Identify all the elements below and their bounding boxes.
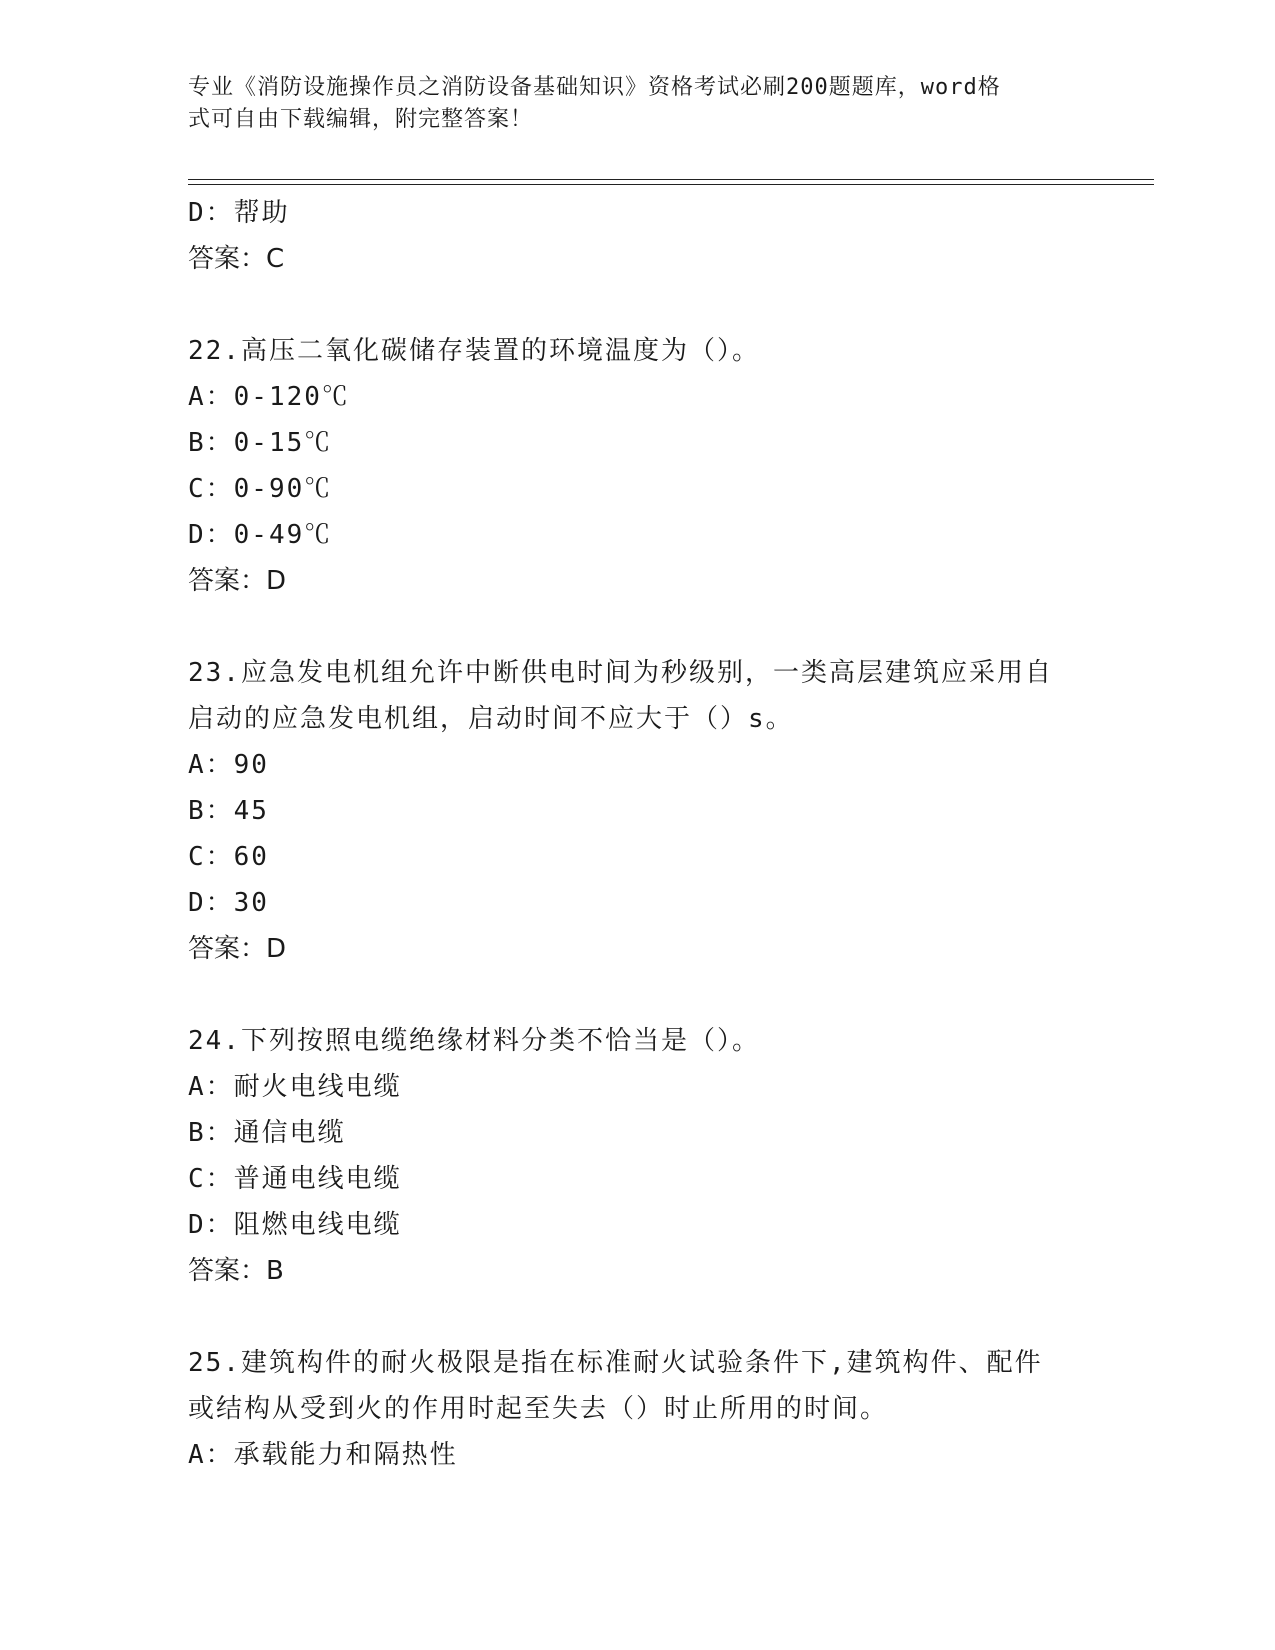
q24-stem: 24.下列按照电缆绝缘材料分类不恰当是（）。 bbox=[188, 1026, 760, 1056]
prev-option-d: D：帮助 bbox=[188, 198, 290, 228]
q24-option-a: A：耐火电线电缆 bbox=[188, 1072, 402, 1102]
prev-answer: 答案：C bbox=[188, 244, 285, 274]
q23-option-c: C：60 bbox=[188, 842, 269, 872]
header-rule-top bbox=[188, 179, 1154, 180]
q22-option-d: D：0-49℃ bbox=[188, 520, 333, 550]
q24-answer: 答案：B bbox=[188, 1256, 284, 1286]
q23-stem-line-1: 23.应急发电机组允许中断供电时间为秒级别，一类高层建筑应采用自 bbox=[188, 658, 1053, 688]
q25-option-a: A：承载能力和隔热性 bbox=[188, 1440, 458, 1470]
q23-answer: 答案：D bbox=[188, 934, 287, 964]
header-line-2: 式可自由下载编辑，附完整答案！ bbox=[188, 107, 534, 132]
question-list bbox=[188, 190, 1088, 1478]
spacer bbox=[188, 604, 1088, 650]
q24-option-d: D：阻燃电线电缆 bbox=[188, 1210, 402, 1240]
q22-option-a: A：0-120℃ bbox=[188, 382, 350, 412]
q22-option-c: C：0-90℃ bbox=[188, 474, 333, 504]
q23-option-b: B：45 bbox=[188, 796, 269, 826]
header-rule-bottom bbox=[188, 184, 1154, 185]
q22-answer: 答案：D bbox=[188, 566, 287, 596]
spacer bbox=[188, 282, 1088, 328]
q25-stem-line-1: 25.建筑构件的耐火极限是指在标准耐火试验条件下,建筑构件、配件 bbox=[188, 1348, 1043, 1378]
q22-option-b: B：0-15℃ bbox=[188, 428, 333, 458]
q24-option-b: B：通信电缆 bbox=[188, 1118, 346, 1148]
q25-stem-line-2: 或结构从受到火的作用时起至失去（）时止所用的时间。 bbox=[188, 1394, 889, 1424]
q23-stem-line-2: 启动的应急发电机组，启动时间不应大于（）s。 bbox=[188, 704, 794, 734]
header-line-1: 专业《消防设施操作员之消防设备基础知识》资格考试必刷200题题库，word格 bbox=[188, 75, 1001, 100]
q23-option-d: D：30 bbox=[188, 888, 269, 918]
spacer bbox=[188, 972, 1088, 1018]
q22-stem: 22.高压二氧化碳储存装置的环境温度为（）。 bbox=[188, 336, 760, 366]
q23-option-a: A：90 bbox=[188, 750, 269, 780]
document-header bbox=[188, 72, 1068, 136]
q24-option-c: C：普通电线电缆 bbox=[188, 1164, 402, 1194]
spacer bbox=[188, 1294, 1088, 1340]
